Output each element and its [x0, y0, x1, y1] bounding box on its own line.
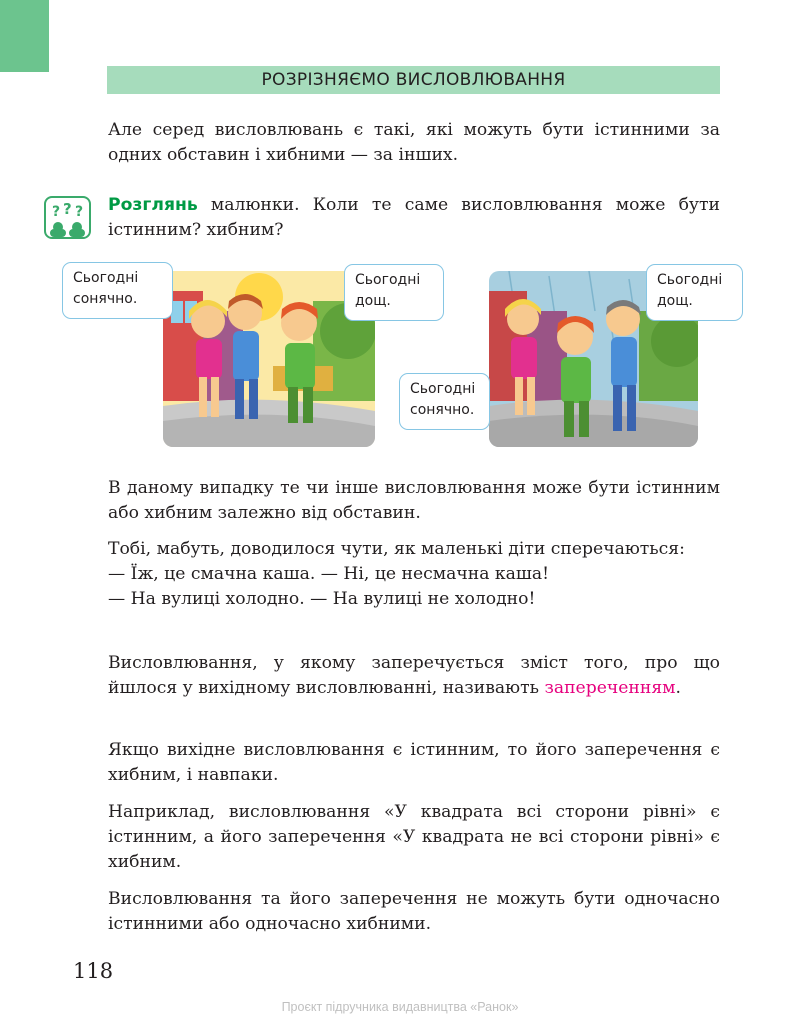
corner-tab — [0, 0, 49, 72]
footer-note: Проєкт підручника видавництва «Ранок» — [281, 1000, 519, 1014]
bubble-rain-right: Сьогодні дощ. — [646, 264, 743, 321]
task-lead: Розглянь — [108, 195, 198, 215]
term-negation: запереченням — [544, 678, 676, 698]
paragraph-children-intro: Тобі, мабуть, доводилося чути, як маленькі діти сперечаються: — [108, 539, 685, 559]
dialogue-line-cold: — На вулиці холодно. — На вулиці не холодно! — [108, 589, 536, 609]
paragraph-true-false: Якщо вихідне висловлювання є істинним, то його заперечення є хибним, і навпаки. — [108, 740, 720, 785]
task-text: малюнки. Коли те саме висловлювання може бути істинним? хибним? — [108, 195, 720, 240]
svg-text:?: ? — [75, 204, 84, 220]
paragraph-circumstances: В даному випадку те чи інше висловлювання може бути істинним або хибним залежно від обставин. — [108, 478, 720, 523]
page-number: 118 — [73, 959, 114, 983]
svg-text:?: ? — [52, 204, 61, 220]
paragraph-children-argue — [108, 537, 720, 612]
question-pair-icon — [44, 196, 91, 239]
paragraph-square-example: Наприклад, висловлювання «У квадрата всі сторони рівні» є істинним, а його заперечення «У квадрата не всі сторони рівні» є хибним. — [108, 802, 720, 872]
bubble-sunny-left: Сьогодні сонячно. — [62, 262, 173, 319]
paragraph-negation-definition: Висловлювання, у якому заперечується зміст того, про що йшлося у вихідному висловлюванні, називають запереченням. — [108, 653, 720, 698]
bubble-rain-left: Сьогодні дощ. — [344, 264, 444, 321]
bubble-sunny-right: Сьогодні сонячно. — [399, 373, 490, 430]
paragraph-conclusion: Висловлювання та його заперечення не можуть бути одночасно істинними або одночасно хибними. — [108, 889, 720, 934]
intro-paragraph: Але серед висловлювань є такі, які можуть бути істинними за одних обставин і хибними — за інших. — [108, 120, 720, 165]
task-paragraph — [108, 193, 720, 243]
section-title: РОЗРІЗНЯЄМО ВИСЛОВЛЮВАННЯ — [107, 66, 720, 94]
svg-text:?: ? — [63, 200, 72, 218]
dialogue-line-porridge: — Їж, це смачна каша. — Ні, це несмачна каша! — [108, 564, 550, 584]
